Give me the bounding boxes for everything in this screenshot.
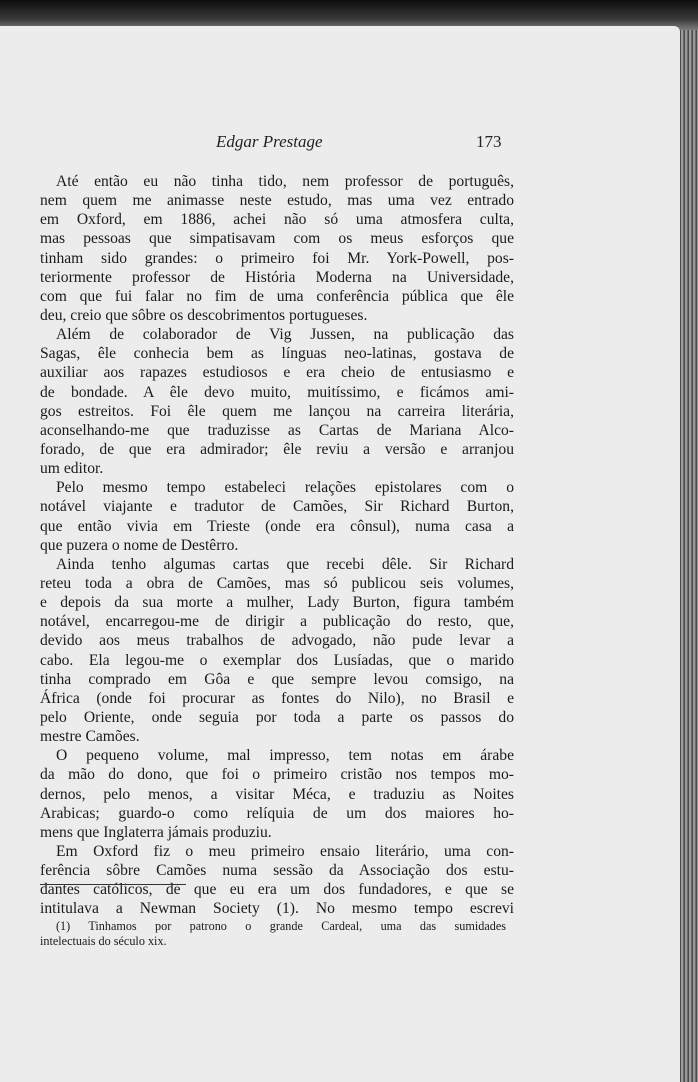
text-line: da mão do dono, que foi o primeiro cristão nos tempos mo- <box>40 766 514 784</box>
text-line: tinha comprado em Gôa e que sempre levou comsigo, na <box>40 670 514 688</box>
text-line: pelo Oriente, onde seguia por toda a parte os passos do <box>40 708 514 726</box>
text-line: notável viajante e tradutor de Camões, Sir Richard Burton, <box>40 498 514 516</box>
text-line: Arabicas; guardo-o como relíquia de um dos maiores ho- <box>40 804 514 822</box>
text-line: notável, encarregou-me de dirigir a publicação do resto, que, <box>40 613 514 631</box>
text-line: Ainda tenho algumas cartas que recebi dêle. Sir Richard <box>56 555 514 573</box>
text-line: um editor. <box>40 460 104 478</box>
text-line: nem quem me animasse neste estudo, mas uma vez entrado <box>40 192 514 210</box>
text-line: O pequeno volume, mal impresso, tem notas em árabe <box>56 747 514 765</box>
footnote-line: (1) Tinhamos por patrono o grande Cardeal, uma das sumidades <box>56 919 506 933</box>
text-line: mens que Inglaterra jámais produziu. <box>40 823 272 841</box>
book-page <box>0 26 680 1082</box>
body-text <box>40 172 514 918</box>
text-line: África (onde foi procurar as fontes do Nilo), no Brasil e <box>40 689 514 707</box>
text-line: dernos, pelo menos, a visitar Méca, e traduziu as Noites <box>40 785 514 803</box>
text-line: teriormente professor de História Moderna na Universidade, <box>40 268 514 286</box>
text-line: Pelo mesmo tempo estabeleci relações epistolares com o <box>56 479 514 497</box>
text-line: tinham sido grandes: o primeiro foi Mr. York-Powell, pos- <box>40 249 514 267</box>
footnote-rule <box>40 884 186 885</box>
text-line: e depois da sua morte a mulher, Lady Burton, figura também <box>40 594 514 612</box>
text-line: forado, de que era admirador; êle reviu a versão e arranjou <box>40 440 514 458</box>
text-line: com que fui falar no fim de uma conferência pública que êle <box>40 287 514 305</box>
text-line: que então vivia em Trieste (onde era cônsul), numa casa a <box>40 517 514 535</box>
text-line: devido aos meus trabalhos de advogado, não pude levar a <box>40 632 514 650</box>
text-line: Sagas, êle conhecia bem as línguas neo-latinas, gostava de <box>40 345 514 363</box>
page-header <box>0 132 680 156</box>
text-line: dantes católicos, de que eu era um dos fundadores, e que se <box>40 881 514 899</box>
text-line: Além de colaborador de Vig Jussen, na publicação das <box>56 326 514 344</box>
text-line: mas pessoas que simpatisavam com os meus esforços que <box>40 230 514 248</box>
text-line: mestre Camões. <box>40 728 140 746</box>
text-line: Até então eu não tinha tido, nem professor de português, <box>56 173 514 190</box>
running-head: Edgar Prestage <box>216 132 323 151</box>
page-number: 173 <box>476 132 502 151</box>
text-line: reteu toda a obra de Camões, mas só publicou seis volumes, <box>40 574 514 592</box>
text-line: aconselhando-me que traduzisse as Cartas de Mariana Alco- <box>40 421 514 439</box>
text-line: ferência sôbre Camões numa sessão da Associação dos estu- <box>40 862 514 880</box>
text-line: gos estreitos. Foi êle quem me lançou na carreira literária, <box>40 402 514 420</box>
footnote-line: intelectuais do século xix. <box>40 934 167 948</box>
text-line: deu, creio que sôbre os descobrimentos portugueses. <box>40 306 368 324</box>
footnote <box>40 919 506 949</box>
text-line: Em Oxford fiz o meu primeiro ensaio literário, uma con- <box>56 842 514 860</box>
text-line: que puzera o nome de Destêrro. <box>40 536 239 554</box>
text-line: auxiliar aos rapazes estudiosos e era cheio de entusiasmo e <box>40 364 514 382</box>
page-stack-edge <box>680 30 698 1082</box>
text-line: em Oxford, em 1886, achei não só uma atmosfera culta, <box>40 211 514 229</box>
text-line: de bondade. A êle devo muito, muitíssimo, e ficámos ami- <box>40 383 514 401</box>
text-line: intitulava a Newman Society (1). No mesmo tempo escrevi <box>40 900 514 918</box>
text-line: cabo. Ela legou-me o exemplar dos Lusíadas, que o marido <box>40 651 514 669</box>
